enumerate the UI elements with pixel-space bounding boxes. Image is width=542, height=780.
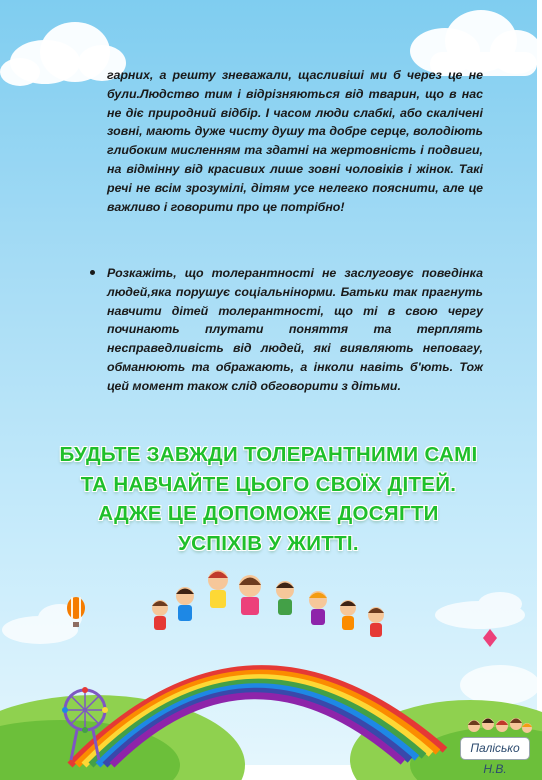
body-paragraph: гарних, а решту зневажали, щасливіші ми б через це не були.Людство тим і відрізняються від тварин, що в нас не діє природний відбір. І часом люди слабкі, або скалічені зовні, мають дуже чисту душу та добре серце, володіють глибоким мисленням та здатні на жертовність і подвиги, на відмінну від красивих лише зовні чоловіків і жінок. Такі речі не всім зрозумілі, дітям усе нелегко пояснити, але це важливо і говорити про це потрібно! [107,68,483,214]
headline-line-3: АДЖЕ ЦЕ ДОПОМОЖЕ ДОСЯГТИ [98,502,439,525]
bullet-item [90,264,483,396]
bullet-list [90,264,483,396]
bullet-dot-icon [90,270,95,275]
headline-line-1: БУДЬТЕ ЗАВЖДИ ТОЛЕРАНТНИМИ САМІ [59,443,478,466]
author-signature: Палісько Н.В. [460,737,530,760]
children-icon [152,570,384,637]
rainbow-illustration [0,560,537,765]
bullet-text: Розкажіть, що толерантності не заслуговує поведінка людей,яка порушує соціальнінорми. Батьки так прагнуть навчити дітей толерантності, що ті в свою чергу починають плутати поняття та терплять несправедливість від людей, які виявляють неповагу, обманюють та ображають, а інколи навіть б'ють. Тож цей момент також слід обговорити з дітьми. [107,266,483,393]
headline [40,440,497,558]
rainbow-icon [70,669,445,765]
signature-kids-icon [466,712,532,740]
headline-line-2: ТА НАВЧАЙТЕ ЦЬОГО СВОЇХ ДІТЕЙ. [80,472,457,496]
headline-line-4: УСПІХІВ У ЖИТТІ. [178,531,359,555]
kite-icon [483,629,497,647]
